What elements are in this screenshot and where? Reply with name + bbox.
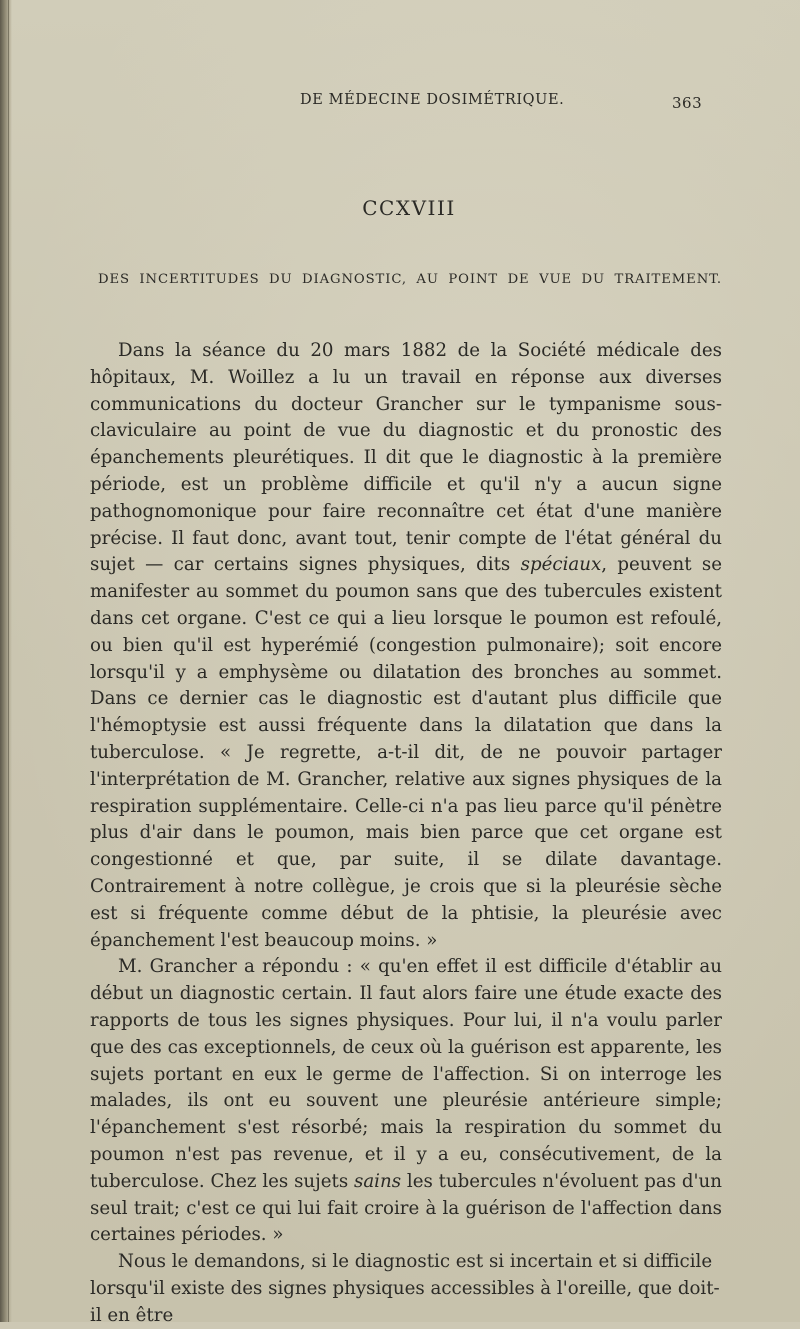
running-head [0, 92, 800, 116]
paragraph [90, 1249, 722, 1329]
page-number: 363 [672, 94, 703, 112]
paragraph-text: les tubercules n'évoluent pas d'un seul trait; c'est ce qui lui fait croire à la guérison de l'affection dans certaines périodes. » [90, 1170, 722, 1246]
paragraph [90, 954, 722, 1249]
paragraph-text: , peuvent se manifester au sommet du poumon sans que des tubercules existent dans cet organe. C'est ce qui a lieu lorsque le poumon est refoulé, ou bien qu'il est hyperémié (congestion pulmonaire); soit encore lorsqu'il y a emphysème ou dilatation des bronches au sommet. Dans ce dernier cas le diagnostic est d'autant plus difficile que l'hémoptysie est aussi fréquente dans la dilatation que dans la tuberculose. « Je regrette, a-t-il dit, de ne pouvoir partager l'interprétation de M. Grancher, relative aux signes physiques de la respiration supplémentaire. Celle-ci n'a pas lieu parce qu'il pénètre plus d'air dans le poumon, mais bien parce que cet organe est congestionné et que, par suite, il se dilate davantage. Contrairement à notre collègue, je crois que si la pleurésie sèche est si fréquente comme début de la phtisie, la pleurésie avec épanchement l'est beaucoup moins. » [90, 554, 722, 951]
chapter-number: CCXVIII [362, 196, 456, 220]
paragraph-text: Nous le demandons, si le diagnostic est si incertain et si difficile lorsqu'il existe des signes physiques accessibles à l'oreille, que doit-il en être [90, 1251, 720, 1326]
chapter-title: DES INCERTITUDES DU DIAGNOSTIC, AU POINT DE VUE DU TRAITEMENT. [98, 272, 722, 287]
body-text [90, 338, 722, 1329]
emphasized-word: sains [354, 1170, 402, 1192]
paragraph [90, 338, 722, 954]
running-head-title: DE MÉDECINE DOSIMÉTRIQUE. [300, 92, 565, 108]
paragraph-text: Dans la séance du 20 mars 1882 de la Société médicale des hôpitaux, M. Woillez a lu un travail en réponse aux diverses communications du docteur Grancher sur le tympanisme sous-claviculaire au point de vue du diagnostic et du pronostic des épanchements pleurétiques. Il dit que le diagnostic à la première période, est un problème difficile et qu'il n'y a aucun signe pathognomonique pour faire reconnaître cet état d'une manière précise. Il faut donc, avant tout, tenir compte de l'état général du sujet — car certains signes physiques, dits [90, 340, 722, 576]
paragraph-text: M. Grancher a répondu : « qu'en effet il est difficile d'établir au début un diagnostic certain. Il faut alors faire une étude exacte des rapports de tous les signes physiques. Pour lui, il n'a voulu parler que des cas exceptionnels, de ceux où la guérison est apparente, les sujets portant en eux le germe de l'affection. Si on interroge les malades, ils ont eu souvent une pleurésie antérieure simple; l'épanchement s'est résorbé; mais la respiration du sommet du poumon n'est pas revenue, et il y a eu, consécutivement, de la tuberculose. Chez les sujets [90, 956, 722, 1192]
emphasized-word: spéciaux [520, 554, 602, 576]
